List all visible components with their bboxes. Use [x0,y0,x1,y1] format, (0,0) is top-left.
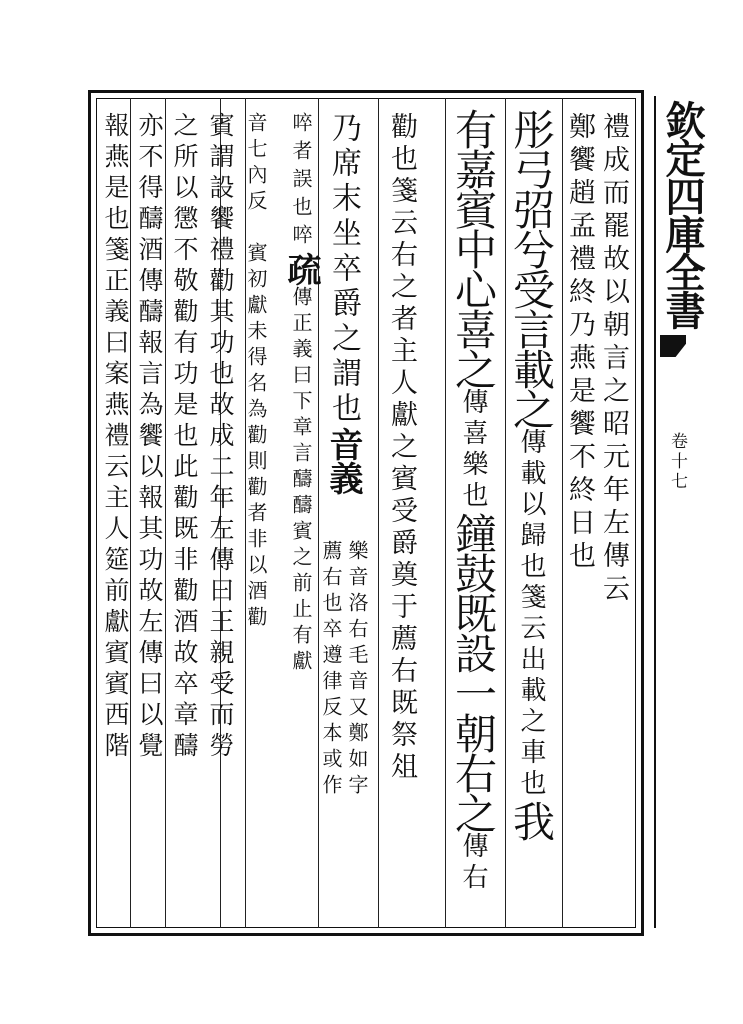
verse-text: 鐘鼓既設一朝右之 [449,512,498,832]
verse-text: 我 [507,800,556,840]
column-rule [130,98,131,928]
subnote-column: 薦右也卒遵律反本或作 [319,540,343,800]
text-column: 鄭饗趙孟禮終乃燕是饗不終日也 [564,112,595,574]
commentary-text: 傳正義曰下章言醻醻賓之前止有獻 [289,286,313,676]
commentary-text: 傳載以歸也箋云出載之車也 [516,428,546,800]
text-column [449,108,498,894]
fishtail-marker [660,335,686,357]
text-column: 音七內反 賓初獻未得名為勸則勸者非以酒勸 [244,112,268,632]
column-rule [378,98,379,928]
text-column: 禮成而罷故以朝言之昭元年左傳云 [598,112,629,607]
text-column: 賓謂設饗禮勸其功也故成二年左傳曰王親受而勞 [206,112,235,763]
column-rule [562,98,563,928]
shu-label: 疏 [281,252,321,286]
verse-text: 有嘉賓中心喜之 [449,108,498,388]
commentary-text: 啐者誤也啐 [289,112,313,252]
subnote-column: 樂音洛右毛音又鄭如字 [345,540,369,800]
verse-text: 彤弓弨兮受言載之 [507,108,556,428]
book-title: 欽定四庫全書 [659,100,706,328]
margin-rule [654,96,656,928]
text-column: 亦不得醻酒傳醻報言為饗以報其功故左傳曰以覺 [135,112,164,763]
text-column: 之所以懲不敬勸有功是也此勸既非勸酒故卒章醻 [170,112,199,763]
commentary-text: 傳右 [458,832,488,894]
commentary-text: 傳喜樂也 [458,388,488,512]
text-column: 勸也箋云右之者主人獻之賓受爵奠于薦右既祭俎 [386,112,417,784]
text-column: 報燕是也箋正義曰案燕禮云主人筵前獻賓賓西階 [101,112,130,763]
yinyi-label: 音義 [323,427,363,495]
text-column [281,112,321,676]
column-rule [165,98,166,928]
column-rule [445,98,446,928]
text-column [507,108,556,840]
column-rule [318,98,319,928]
text-column [323,112,363,495]
commentary-text: 乃席末坐卒爵之謂也 [326,112,361,427]
volume-number: 卷十七 [667,432,687,492]
column-rule [505,98,506,928]
